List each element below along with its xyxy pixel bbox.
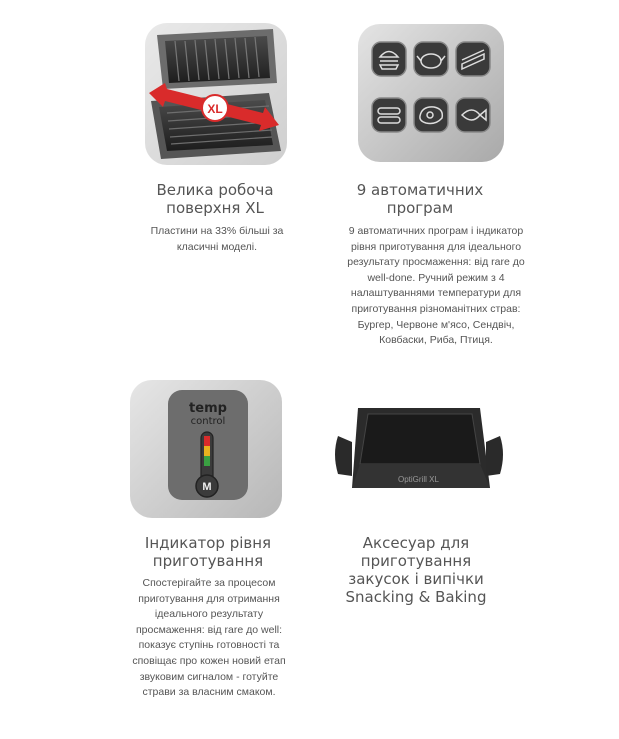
feature-title-xl-surface: Велика робоча поверхня XL [156, 181, 274, 217]
control-label: control [190, 416, 226, 427]
xl-badge-text: XL [207, 102, 223, 116]
accessory-brand-text: OptiGrill XL [398, 475, 439, 484]
temp-control-image [130, 380, 282, 518]
feature-title-snacking-accessory: Аксесуар для приготування закусок і випічки Snacking & Baking [345, 534, 487, 606]
snacking-accessory-image [330, 380, 508, 515]
feature-desc-xl-surface: Пластини на 33% більші за класичні моделі. [150, 225, 284, 253]
feature-desc-programs: 9 автоматичних програм і індикатор рівня приготування для ідеального результату просмаження: від rare до well-done. Ручний режим з 4 налаштуваннями температури для приготування різноманітних страв: Бургер, Червоне м'ясо, Сендвіч, Ковбаски, Риба, Птиця. [347, 225, 525, 347]
feature-title-doneness: Індикатор рівня приготування [144, 534, 272, 570]
xl-grill-image [145, 23, 287, 165]
manual-mode-letter: M [202, 481, 212, 493]
program-icon-grid [372, 42, 490, 132]
temp-label: temp [189, 401, 227, 416]
feature-title-programs: 9 автоматичних програм [356, 181, 484, 217]
feature-desc-doneness: Спостерігайте за процесом приготування для отримання ідеального результату просмаження: від rare до well: показує ступінь готовності та сповіщає про кожен новий етап звуковим сигналом - готуйте страви за власним смаком. [132, 577, 286, 699]
programs-panel-image [358, 24, 504, 162]
